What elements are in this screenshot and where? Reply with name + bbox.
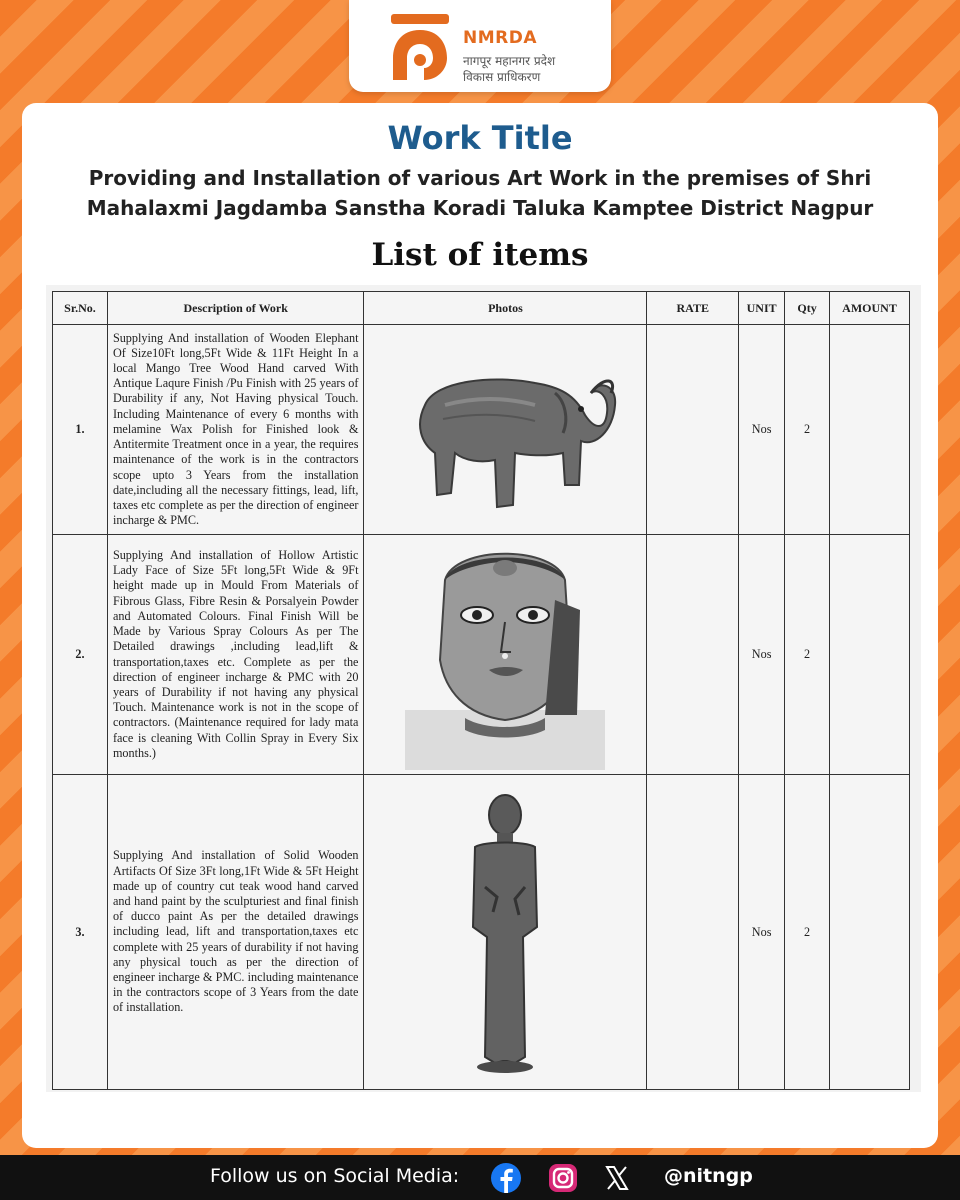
col-header-photos: Photos	[364, 292, 647, 325]
x-icon[interactable]	[602, 1163, 632, 1193]
row-unit: Nos	[739, 325, 785, 535]
follow-text: Follow us on Social Media:	[210, 1165, 460, 1187]
photo-cell	[364, 325, 647, 535]
row-qty: 2	[785, 775, 830, 1090]
facebook-icon[interactable]	[491, 1163, 521, 1193]
row-srno: 3.	[53, 775, 108, 1090]
row-amount	[830, 535, 910, 775]
col-header-srno: Sr.No.	[53, 292, 108, 325]
row-amount	[830, 775, 910, 1090]
row-description: Supplying And installation of Solid Wooden Artifacts Of Size 3Ft long,1Ft Wide & 5Ft Height made up of country cut teak wood hand carved and hand paint by the sculpturiest and final finish of ducco paint As per the detailed drawings including lead, lift and transportation,taxes etc complete with 25 years of durability if not having any physical touch as per the direction of engineer incharge & PMC. including maintenance in the contractors scope of 3 Years from the date of installation.	[107, 775, 364, 1090]
nmrda-logo-icon	[389, 10, 451, 82]
col-header-description: Description of Work	[107, 292, 364, 325]
row-srno: 1.	[53, 325, 108, 535]
col-header-unit: UNIT	[739, 292, 785, 325]
table-row	[53, 535, 910, 775]
photo-cell	[364, 535, 647, 775]
row-qty: 2	[785, 535, 830, 775]
col-header-amount: AMOUNT	[830, 292, 910, 325]
row-amount	[830, 325, 910, 535]
logo-card	[349, 0, 611, 92]
brand-line-2: विकास प्राधिकरण	[463, 70, 541, 84]
table-header-row	[53, 292, 910, 325]
row-srno: 2.	[53, 535, 108, 775]
row-description: Supplying And installation of Hollow Artistic Lady Face of Size 5Ft long,5Ft Wide & 9Ft height made up in Mould From Materials of Fibrous Glass, Fibre Resin & Porsalyein Powder and Automated Colours. Final Finish Will be Made by Various Spray Colours As per The Detailed drawings ,including lead,lift & transportation,taxes etc. Complete as per the direction of engineer incharge & PMC with 20 years of Durability if not having any physical Touch. Maintenance work is not in the scope of contractors. (Maintenance required for lady mata face is cleaning With Collin Spray in Every Six months.)	[107, 535, 364, 775]
work-description: Providing and Installation of various Art Work in the premises of Shri Mahalaxmi Jagdamba Sanstha Koradi Taluka Kamptee District Nagpur	[86, 166, 874, 220]
row-rate	[647, 535, 739, 775]
wooden-figure-image	[445, 787, 565, 1077]
footer-bar	[0, 1155, 960, 1200]
row-rate	[647, 325, 739, 535]
work-title: Work Title	[387, 119, 573, 157]
lady-face-image	[405, 540, 605, 770]
row-qty: 2	[785, 325, 830, 535]
col-header-rate: RATE	[647, 292, 739, 325]
instagram-icon[interactable]	[548, 1163, 578, 1193]
table-row	[53, 325, 910, 535]
content-card	[22, 103, 938, 1148]
list-title: List of items	[371, 237, 589, 273]
scanned-document	[46, 285, 921, 1092]
photo-cell	[364, 775, 647, 1090]
row-unit: Nos	[739, 535, 785, 775]
table-row	[53, 775, 910, 1090]
items-table	[52, 291, 910, 1090]
brand-name: NMRDA	[463, 28, 538, 48]
row-rate	[647, 775, 739, 1090]
col-header-qty: Qty	[785, 292, 830, 325]
wooden-elephant-image	[385, 335, 625, 525]
row-description: Supplying And installation of Wooden Elephant Of Size10Ft long,5Ft Wide & 11Ft Height In a local Mango Tree Wood Hand carved With Antique Laqure Finish /Pu Finish with 25 years of Durability if any, Not Having physical Touch. Including Maintenance of every 6 months with melamine Wax Polish for Finished look & Antitermite Treatment once in a year, the requires maintenance of the work is in the contractors scope upto 3 Years from the installation date,including all the necessary fittings, lead, lift, taxes etc complete as per the direction of engineer incharge & PMC.	[107, 325, 364, 535]
brand-line-1: नागपूर महानगर प्रदेश	[463, 54, 556, 68]
row-unit: Nos	[739, 775, 785, 1090]
social-handle[interactable]: @nitngp	[664, 1165, 753, 1187]
